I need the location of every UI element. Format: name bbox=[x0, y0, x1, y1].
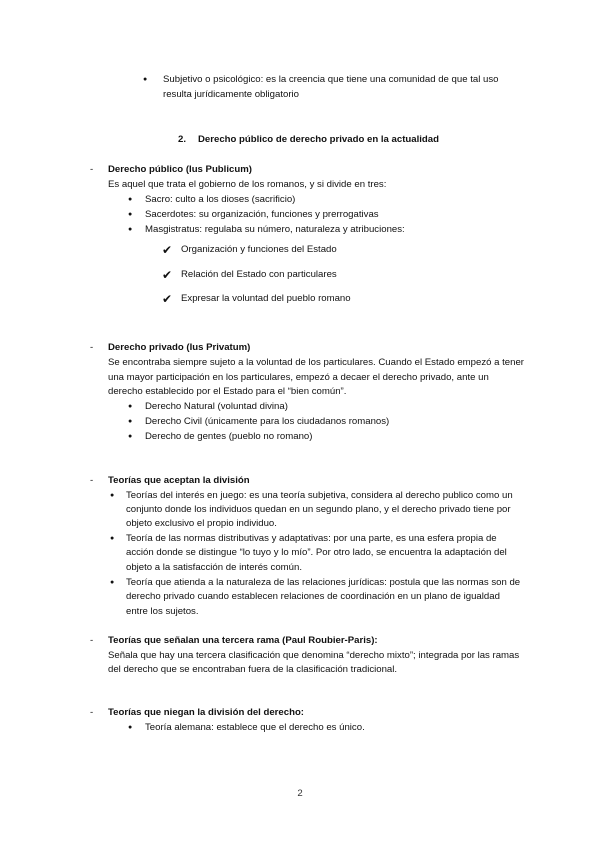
list-item-line: conjunto donde los individuos quedan en un segundo plano, y el derecho privado tiene por bbox=[126, 504, 511, 515]
section-heading: Derecho público de derecho privado en la actualidad bbox=[198, 134, 439, 145]
bullet-icon: ● bbox=[128, 403, 133, 410]
list-item: Teoría alemana: establece que el derecho es único. bbox=[145, 722, 365, 733]
dash-marker: - bbox=[90, 164, 94, 175]
check-item: Organización y funciones del Estado bbox=[181, 244, 337, 255]
list-item: Masgistratus: regulaba su número, naturaleza y atribuciones: bbox=[145, 224, 405, 235]
list-item: Sacro: culto a los dioses (sacrificio) bbox=[145, 194, 296, 205]
section-number: 2. bbox=[178, 134, 187, 145]
bullet-icon: ● bbox=[110, 579, 115, 586]
dash-marker: - bbox=[90, 475, 94, 486]
list-item-line: acción donde se distingue “lo tuyo y lo mío”. Por otro lado, se encuentra la adaptación del bbox=[126, 547, 507, 558]
derecho-publico-intro: Es aquel que trata el gobierno de los romanos, y si divide en tres: bbox=[108, 179, 387, 190]
list-item-line: objeto a la satisfacción de interés común. bbox=[126, 562, 302, 573]
teorias-tercera-title: Teorías que señalan una tercera rama (Paul Roubier-Paris): bbox=[108, 635, 378, 646]
derecho-publico-title: Derecho público (Ius Publicum) bbox=[108, 164, 252, 175]
derecho-privado-title: Derecho privado (Ius Privatum) bbox=[108, 342, 251, 353]
checkmark-icon: ✔ bbox=[162, 268, 173, 282]
checkmark-icon: ✔ bbox=[162, 243, 173, 257]
check-item: Relación del Estado con particulares bbox=[181, 269, 337, 280]
list-item-line: Teoría que atienda a la naturaleza de las relaciones jurídicas: postula que las normas son de bbox=[126, 577, 521, 588]
checkmark-icon: ✔ bbox=[162, 292, 173, 306]
dash-marker: - bbox=[90, 342, 94, 353]
paragraph-line: derecho establecido por el Estado para el “bien común”. bbox=[108, 386, 347, 397]
bullet-icon: ● bbox=[128, 196, 133, 203]
list-item: Derecho de gentes (pueblo no romano) bbox=[145, 431, 313, 442]
list-item-line: Teorías del interés en juego: es una teoría subjetiva, considera al derecho publico como un bbox=[126, 490, 513, 501]
list-item: Derecho Civil (únicamente para los ciudadanos romanos) bbox=[145, 416, 390, 427]
bullet-icon: ● bbox=[128, 433, 133, 440]
dash-marker: - bbox=[90, 707, 94, 718]
list-item-line: Teoría de las normas distributivas y adaptativas: por una parte, es una esfera propia de bbox=[126, 533, 497, 544]
paragraph-line: Se encontraba siempre sujeto a la voluntad de los particulares. Cuando el Estado empezó a tener bbox=[108, 357, 524, 368]
teorias-niegan-title: Teorías que niegan la división del derecho: bbox=[108, 707, 305, 718]
bullet-icon: ● bbox=[110, 492, 115, 499]
list-item-line: derecho privado cuando establecen relaciones de coordinación en un plano de igualdad bbox=[126, 591, 500, 602]
list-item-line: objeto exclusivo el propio individuo. bbox=[126, 518, 277, 529]
paragraph-line: Señala que hay una tercera clasificación que denomina “derecho mixto”; integrada por las ramas bbox=[108, 650, 520, 661]
dash-marker: - bbox=[90, 635, 94, 646]
bullet-icon: ● bbox=[143, 76, 148, 83]
bullet-icon: ● bbox=[128, 724, 133, 731]
teorias-aceptan-title: Teorías que aceptan la división bbox=[108, 475, 250, 486]
paragraph-line: una mayor participación en los particulares, empezó a decaer el derecho privado, ante un bbox=[108, 372, 489, 383]
paragraph-line: del derecho que se encontraban fuera de la clasificación tradicional. bbox=[108, 664, 398, 675]
list-item: Derecho Natural (voluntad divina) bbox=[145, 401, 288, 412]
page-number: 2 bbox=[297, 788, 303, 799]
list-item-line: entre los sujetos. bbox=[126, 606, 199, 617]
intro-bullet-line: Subjetivo o psicológico: es la creencia que tiene una comunidad de que tal uso bbox=[163, 74, 499, 85]
intro-bullet-line: resulta jurídicamente obligatorio bbox=[163, 89, 299, 100]
list-item: Sacerdotes: su organización, funciones y prerrogativas bbox=[145, 209, 379, 220]
check-item: Expresar la voluntad del pueblo romano bbox=[181, 293, 351, 304]
bullet-icon: ● bbox=[128, 418, 133, 425]
bullet-icon: ● bbox=[110, 535, 115, 542]
bullet-icon: ● bbox=[128, 226, 133, 233]
bullet-icon: ● bbox=[128, 211, 133, 218]
